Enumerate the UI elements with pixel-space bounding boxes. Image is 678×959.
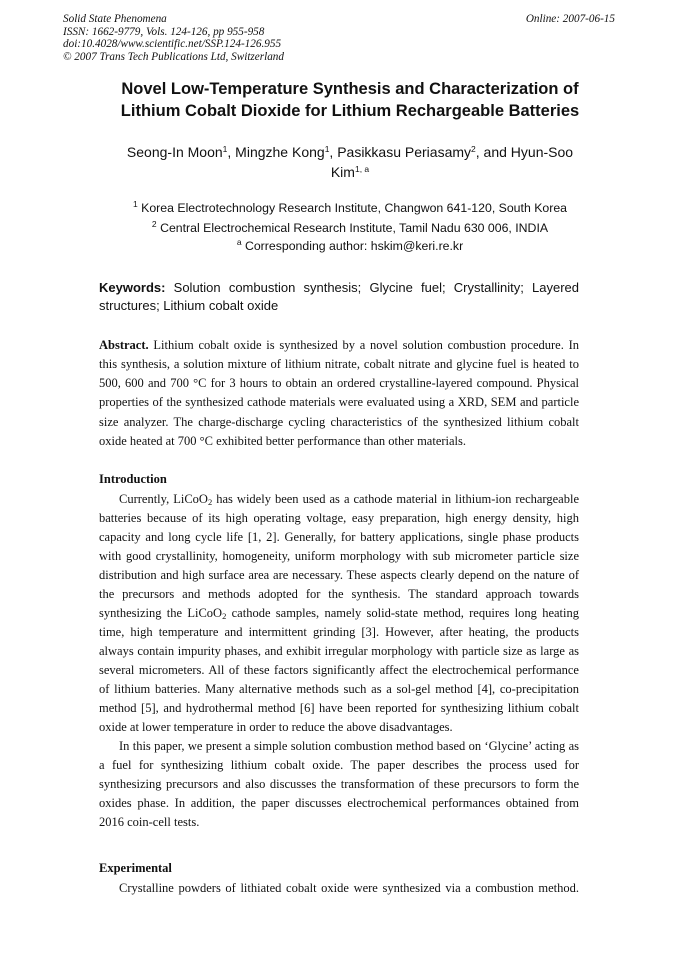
intro-text: has widely been used as a cathode material in lithium-ion rechargeable: [212, 492, 579, 506]
intro-line: 2016 coin-cell tests.: [99, 815, 200, 829]
section-heading-introduction: Introduction: [99, 472, 167, 486]
affiliation-mark: a: [236, 237, 242, 247]
abstract-line: 500, 600 and 700 °C for 3 hours to obtain an ordered crystalline-layered compound. Physical: [99, 376, 579, 390]
abstract-line: oxide heated at 700 °C exhibited better performance than other materials.: [99, 434, 467, 448]
author-affiliation-mark: 1: [222, 144, 228, 154]
intro-line: In this paper, we present a simple solution combustion method based on ‘Glycine’ acting as: [119, 739, 579, 753]
title-line-2: Lithium Cobalt Dioxide for Lithium Rechargeable Batteries: [120, 102, 580, 120]
keywords-text: Solution combustion synthesis; Glycine fuel; Crystallinity; Layered: [165, 280, 579, 295]
intro-line: distribution and high surface area are necessary. These aspects clearly depend on the nature of: [99, 568, 579, 582]
affiliation-text: Central Electrochemical Research Institute, Tamil Nadu 630 006, INDIA: [156, 221, 549, 235]
intro-line: of lithium batteries. Many alternative methods such as a sol-gel method [4], co-precipitation: [99, 682, 579, 696]
abstract-line: size analyzer. The charge-discharge cycling characteristics of the synthesized lithium cobalt: [99, 415, 579, 429]
intro-line: oxides phase. In addition, the paper discusses electrochemical performances obtained from: [99, 796, 579, 810]
subscript: 2: [222, 611, 227, 621]
author-name: , Pasikkasu Periasamy: [329, 144, 472, 160]
intro-line: oxide at lower temperature in order to reduce the above disadvantages.: [99, 720, 453, 734]
copyright-line: © 2007 Trans Tech Publications Ltd, Switzerland: [63, 50, 284, 63]
affiliation-mark: 1: [132, 199, 138, 209]
keywords-block: [99, 279, 579, 315]
section-heading-experimental: Experimental: [99, 861, 172, 875]
affiliation-text: Korea Electrotechnology Research Institute, Changwon 641-120, South Korea: [137, 201, 568, 215]
author-affiliation-mark: 1, a: [354, 164, 370, 174]
abstract-line: [99, 336, 579, 355]
intro-text: cathode samples, namely solid-state method, requires long heating: [226, 606, 579, 620]
author-affiliation-mark: 1: [324, 144, 330, 154]
intro-text: Currently, LiCoO: [119, 492, 208, 506]
author-name: Seong-In Moon: [126, 144, 223, 160]
intro-line: several micrometers. All of these factors significantly affect the electrochemical performance: [99, 663, 579, 677]
intro-line: a fuel for synthesizing lithium cobalt oxide. The paper describes the process used for: [99, 758, 579, 772]
author-name: Kim: [330, 164, 355, 180]
online-date: Online: 2007-06-15: [525, 13, 615, 25]
intro-text: synthesizing the LiCoO: [99, 606, 223, 620]
title-line-1: Novel Low-Temperature Synthesis and Characterization of: [121, 80, 579, 98]
journal-name: Solid State Phenomena: [63, 13, 167, 25]
author-name: , Mingzhe Kong: [227, 144, 325, 160]
abstract-text: Lithium cobalt oxide is synthesized by a novel solution combustion procedure. In: [148, 338, 579, 352]
affiliation-mark: 2: [151, 219, 157, 229]
author-line-1: [90, 142, 610, 162]
corresponding-author: [90, 238, 610, 254]
author-list: [90, 142, 610, 182]
issn-line: ISSN: 1662-9779, Vols. 124-126, pp 955-958: [63, 25, 265, 38]
keywords-label: Keywords:: [99, 280, 166, 295]
intro-line: with good crystallinity, homogeneity, uniform morphology with sub micrometer particle size: [99, 549, 579, 563]
affiliation-1: [90, 200, 610, 216]
keywords-line-2: structures; Lithium cobalt oxide: [99, 298, 279, 313]
intro-line: the precursors and methods adopted for the synthesis. The standard approach towards: [99, 587, 579, 601]
experimental-line: Crystalline powders of lithiated cobalt oxide were synthesized via a combustion method.: [119, 881, 579, 895]
author-name: , and Hyun-Soo: [475, 144, 574, 160]
author-affiliation-mark: 2: [471, 144, 476, 154]
corresponding-email: Corresponding author: hskim@keri.re.kr: [241, 239, 464, 253]
journal-header: [63, 13, 284, 63]
intro-line: time, high temperature and intermittent grinding [3]. However, after heating, the products: [99, 625, 579, 639]
doi-line: doi:10.4028/www.scientific.net/SSP.124-126.955: [63, 38, 282, 50]
abstract-line: this synthesis, a solution mixture of lithium nitrate, cobalt nitrate and glycine fuel is heated to: [99, 357, 579, 371]
subscript: 2: [207, 497, 213, 507]
intro-line: [99, 604, 579, 623]
keywords-line-1: [99, 279, 579, 297]
intro-line: synthesizing precursors and also discusses the transformation of these precursors to form the: [99, 777, 579, 791]
intro-line: capacity and long cycle life [1, 2]. Generally, for battery applications, single phase products: [99, 530, 579, 544]
author-line-2: [90, 162, 610, 182]
intro-line: batteries because of its high operating voltage, easy preparation, high energy density, high: [99, 511, 579, 525]
affiliation-2: [90, 220, 610, 236]
abstract-label: Abstract.: [99, 338, 149, 352]
intro-line: method [5], and hydrothermal method [6] have been reported for synthesizing lithium cobalt: [99, 701, 579, 715]
paper-title: [90, 78, 610, 122]
intro-line: always contain impurity phases, and exhibit irregular morphology with particle size as large as: [99, 644, 579, 658]
abstract-line: properties of the synthesized cathode materials were evaluated using a XRD, SEM and particle: [99, 395, 579, 409]
intro-line: [119, 490, 579, 509]
